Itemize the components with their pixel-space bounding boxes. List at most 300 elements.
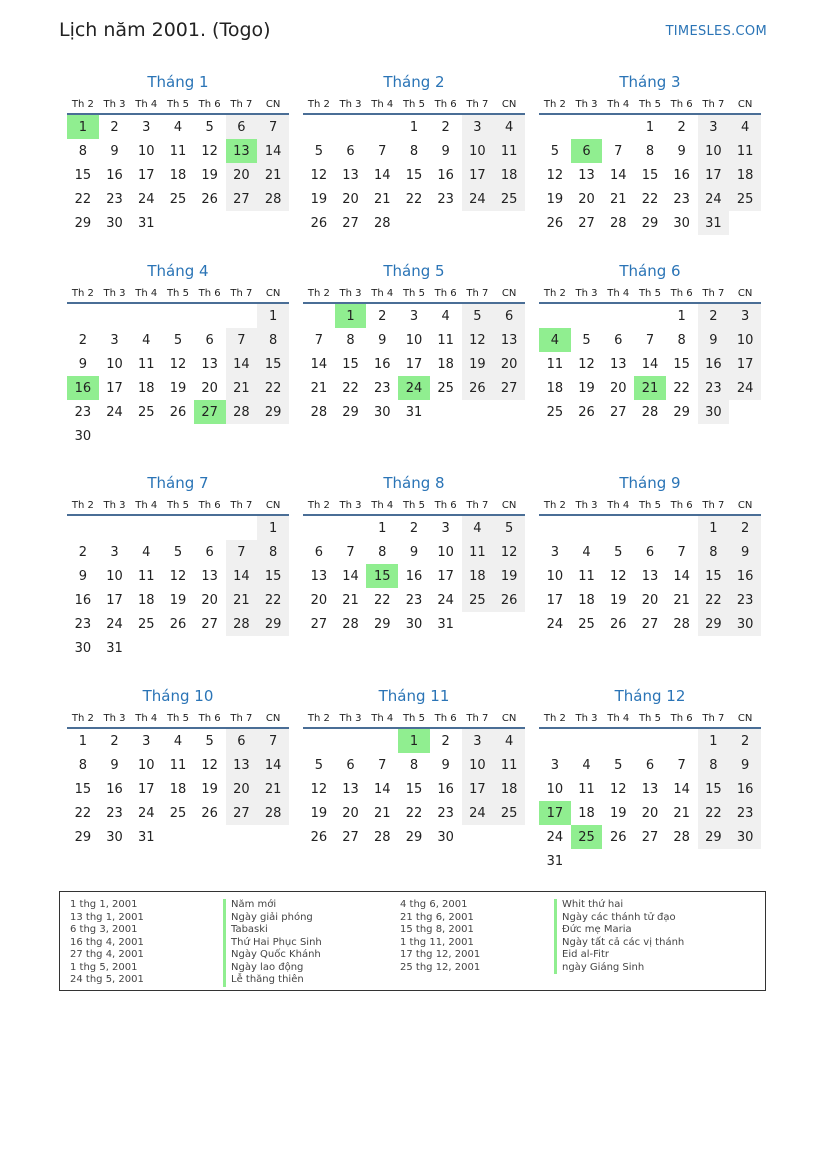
day-cell[interactable]: 10: [546, 568, 564, 584]
day-cell[interactable]: 30: [698, 400, 730, 424]
day-cell[interactable]: 20: [226, 163, 258, 187]
day-cell[interactable]: 9: [441, 757, 450, 773]
day-cell[interactable]: 13: [342, 781, 359, 797]
day-cell[interactable]: 24: [437, 592, 454, 608]
day-cell[interactable]: 28: [226, 612, 258, 636]
day-cell[interactable]: 26: [169, 616, 187, 632]
day-cell[interactable]: 3: [462, 114, 494, 139]
day-cell[interactable]: 25: [137, 616, 155, 632]
day-cell[interactable]: 11: [578, 568, 595, 584]
day-cell[interactable]: 14: [373, 167, 391, 183]
day-cell[interactable]: 20: [609, 380, 627, 396]
day-cell[interactable]: 12: [609, 568, 627, 584]
day-cell[interactable]: 4: [142, 332, 151, 348]
day-cell[interactable]: 13: [201, 568, 218, 584]
day-cell[interactable]: 4: [582, 544, 591, 560]
day-cell[interactable]: 8: [257, 540, 289, 564]
day-cell[interactable]: 30: [729, 825, 761, 849]
day-cell[interactable]: 13: [226, 753, 258, 777]
day-cell[interactable]: 17: [539, 801, 571, 825]
day-cell[interactable]: 10: [462, 753, 494, 777]
day-cell[interactable]: 2: [409, 520, 419, 536]
day-cell[interactable]: 4: [493, 728, 525, 753]
day-cell[interactable]: 8: [645, 143, 655, 159]
day-cell[interactable]: 1: [378, 520, 387, 536]
day-cell[interactable]: 27: [641, 829, 659, 845]
day-cell[interactable]: 11: [578, 781, 595, 797]
day-cell[interactable]: 20: [578, 191, 595, 207]
day-cell[interactable]: 1: [398, 728, 430, 753]
day-cell[interactable]: 16: [405, 568, 423, 584]
day-cell[interactable]: 2: [110, 119, 119, 135]
day-cell[interactable]: 12: [201, 143, 218, 159]
day-cell[interactable]: 13: [641, 568, 659, 584]
day-cell[interactable]: 31: [698, 211, 730, 235]
day-cell[interactable]: 7: [257, 114, 289, 139]
day-cell[interactable]: 15: [74, 167, 92, 183]
day-cell[interactable]: 3: [441, 520, 450, 536]
day-cell[interactable]: 5: [493, 515, 525, 540]
day-cell[interactable]: 25: [578, 616, 595, 632]
day-cell[interactable]: 10: [698, 139, 730, 163]
day-cell[interactable]: 1: [409, 119, 419, 135]
day-cell[interactable]: 19: [546, 191, 564, 207]
day-cell[interactable]: 5: [582, 332, 591, 348]
day-cell[interactable]: 21: [373, 191, 391, 207]
day-cell[interactable]: 22: [641, 191, 659, 207]
day-cell[interactable]: 15: [405, 781, 423, 797]
day-cell[interactable]: 25: [169, 191, 187, 207]
day-cell[interactable]: 17: [405, 356, 423, 372]
day-cell[interactable]: 16: [106, 781, 123, 797]
day-cell[interactable]: 22: [698, 801, 730, 825]
day-cell[interactable]: 20: [342, 191, 359, 207]
day-cell[interactable]: 19: [169, 380, 187, 396]
day-cell[interactable]: 4: [441, 308, 450, 324]
day-cell[interactable]: 15: [257, 564, 289, 588]
day-cell[interactable]: 14: [673, 568, 690, 584]
day-cell[interactable]: 28: [373, 829, 391, 845]
day-cell[interactable]: 14: [342, 568, 359, 584]
day-cell[interactable]: 28: [310, 404, 328, 420]
day-cell[interactable]: 10: [437, 544, 454, 560]
day-cell[interactable]: 18: [169, 781, 187, 797]
day-cell[interactable]: 30: [405, 616, 423, 632]
day-cell[interactable]: 13: [578, 167, 595, 183]
day-cell[interactable]: 9: [409, 544, 419, 560]
day-cell[interactable]: 12: [310, 781, 328, 797]
day-cell[interactable]: 18: [493, 777, 525, 801]
day-cell[interactable]: 1: [698, 728, 730, 753]
day-cell[interactable]: 26: [201, 191, 218, 207]
day-cell[interactable]: 25: [546, 404, 564, 420]
day-cell[interactable]: 25: [493, 187, 525, 211]
day-cell[interactable]: 18: [137, 380, 155, 396]
day-cell[interactable]: 10: [137, 143, 155, 159]
day-cell[interactable]: 3: [142, 119, 151, 135]
day-cell[interactable]: 9: [677, 143, 686, 159]
day-cell[interactable]: 25: [493, 801, 525, 825]
day-cell[interactable]: 27: [226, 187, 258, 211]
day-cell[interactable]: 19: [493, 564, 525, 588]
day-cell[interactable]: 26: [201, 805, 218, 821]
day-cell[interactable]: 16: [67, 376, 99, 400]
day-cell[interactable]: 22: [257, 376, 289, 400]
day-cell[interactable]: 5: [614, 757, 623, 773]
day-cell[interactable]: 18: [137, 592, 155, 608]
day-cell[interactable]: 12: [609, 781, 627, 797]
day-cell[interactable]: 4: [729, 114, 761, 139]
day-cell[interactable]: 12: [169, 568, 187, 584]
day-cell[interactable]: 17: [462, 163, 494, 187]
day-cell[interactable]: 26: [609, 829, 627, 845]
day-cell[interactable]: 21: [609, 191, 627, 207]
day-cell[interactable]: 28: [673, 616, 690, 632]
day-cell[interactable]: 22: [373, 592, 391, 608]
day-cell[interactable]: 20: [641, 592, 659, 608]
day-cell[interactable]: 26: [493, 588, 525, 612]
day-cell[interactable]: 29: [342, 404, 359, 420]
day-cell[interactable]: 29: [641, 215, 659, 231]
day-cell[interactable]: 1: [257, 303, 289, 328]
day-cell[interactable]: 14: [226, 564, 258, 588]
day-cell[interactable]: 3: [729, 303, 761, 328]
day-cell[interactable]: 19: [310, 191, 328, 207]
day-cell[interactable]: 20: [201, 380, 218, 396]
day-cell[interactable]: 24: [546, 616, 564, 632]
day-cell[interactable]: 1: [257, 515, 289, 540]
day-cell[interactable]: 27: [342, 829, 359, 845]
day-cell[interactable]: 28: [609, 215, 627, 231]
day-cell[interactable]: 4: [539, 328, 571, 352]
day-cell[interactable]: 16: [106, 167, 123, 183]
day-cell[interactable]: 19: [201, 781, 218, 797]
day-cell[interactable]: 21: [226, 376, 258, 400]
day-cell[interactable]: 8: [257, 328, 289, 352]
day-cell[interactable]: 18: [462, 564, 494, 588]
day-cell[interactable]: 31: [137, 829, 155, 845]
day-cell[interactable]: 2: [729, 515, 761, 540]
day-cell[interactable]: 29: [698, 612, 730, 636]
day-cell[interactable]: 16: [729, 564, 761, 588]
site-link[interactable]: TIMESLES.COM: [665, 24, 767, 39]
day-cell[interactable]: 19: [462, 352, 494, 376]
day-cell[interactable]: 9: [78, 568, 87, 584]
day-cell[interactable]: 7: [677, 757, 686, 773]
day-cell[interactable]: 9: [110, 757, 119, 773]
day-cell[interactable]: 25: [169, 805, 187, 821]
day-cell[interactable]: 29: [405, 829, 423, 845]
day-cell[interactable]: 27: [201, 616, 218, 632]
day-cell[interactable]: 4: [582, 757, 591, 773]
day-cell[interactable]: 15: [641, 167, 659, 183]
day-cell[interactable]: 18: [169, 167, 187, 183]
day-cell[interactable]: 10: [462, 139, 494, 163]
day-cell[interactable]: 28: [373, 215, 391, 231]
day-cell[interactable]: 1: [78, 733, 87, 749]
day-cell[interactable]: 9: [78, 356, 87, 372]
day-cell[interactable]: 15: [673, 356, 690, 372]
day-cell[interactable]: 21: [673, 592, 690, 608]
day-cell[interactable]: 13: [641, 781, 659, 797]
day-cell[interactable]: 11: [462, 540, 494, 564]
day-cell[interactable]: 20: [226, 777, 258, 801]
day-cell[interactable]: 12: [546, 167, 564, 183]
day-cell[interactable]: 26: [310, 215, 328, 231]
day-cell[interactable]: 13: [342, 167, 359, 183]
day-cell[interactable]: 15: [405, 167, 423, 183]
day-cell[interactable]: 9: [729, 540, 761, 564]
day-cell[interactable]: 7: [645, 332, 655, 348]
day-cell[interactable]: 14: [641, 356, 659, 372]
day-cell[interactable]: 24: [106, 616, 123, 632]
day-cell[interactable]: 15: [342, 356, 359, 372]
day-cell[interactable]: 17: [106, 380, 123, 396]
day-cell[interactable]: 18: [578, 805, 595, 821]
day-cell[interactable]: 7: [226, 328, 258, 352]
day-cell[interactable]: 31: [137, 215, 155, 231]
day-cell[interactable]: 23: [74, 404, 92, 420]
day-cell[interactable]: 17: [437, 568, 454, 584]
day-cell[interactable]: 12: [493, 540, 525, 564]
day-cell[interactable]: 29: [74, 829, 92, 845]
day-cell[interactable]: 14: [673, 781, 690, 797]
day-cell[interactable]: 16: [373, 356, 391, 372]
day-cell[interactable]: 23: [729, 588, 761, 612]
day-cell[interactable]: 1: [677, 308, 686, 324]
day-cell[interactable]: 8: [346, 332, 355, 348]
day-cell[interactable]: 22: [342, 380, 359, 396]
day-cell[interactable]: 21: [673, 805, 690, 821]
day-cell[interactable]: 18: [578, 592, 595, 608]
day-cell[interactable]: 24: [729, 376, 761, 400]
day-cell[interactable]: 29: [673, 404, 690, 420]
day-cell[interactable]: 16: [74, 592, 92, 608]
day-cell[interactable]: 27: [641, 616, 659, 632]
day-cell[interactable]: 5: [614, 544, 623, 560]
day-cell[interactable]: 21: [257, 777, 289, 801]
day-cell[interactable]: 11: [169, 143, 187, 159]
day-cell[interactable]: 16: [437, 167, 454, 183]
day-cell[interactable]: 8: [698, 753, 730, 777]
day-cell[interactable]: 29: [257, 612, 289, 636]
day-cell[interactable]: 13: [493, 328, 525, 352]
day-cell[interactable]: 21: [226, 588, 258, 612]
day-cell[interactable]: 21: [373, 805, 391, 821]
day-cell[interactable]: 3: [142, 733, 151, 749]
day-cell[interactable]: 28: [226, 400, 258, 424]
day-cell[interactable]: 28: [257, 801, 289, 825]
day-cell[interactable]: 9: [729, 753, 761, 777]
day-cell[interactable]: 2: [677, 119, 686, 135]
day-cell[interactable]: 25: [437, 380, 454, 396]
day-cell[interactable]: 18: [493, 163, 525, 187]
day-cell[interactable]: 16: [437, 781, 454, 797]
day-cell[interactable]: 31: [405, 404, 423, 420]
day-cell[interactable]: 22: [698, 588, 730, 612]
day-cell[interactable]: 20: [342, 805, 359, 821]
day-cell[interactable]: 21: [342, 592, 359, 608]
day-cell[interactable]: 30: [373, 404, 391, 420]
day-cell[interactable]: 30: [74, 428, 92, 444]
day-cell[interactable]: 20: [201, 592, 218, 608]
day-cell[interactable]: 15: [698, 777, 730, 801]
day-cell[interactable]: 11: [546, 356, 564, 372]
day-cell[interactable]: 6: [314, 544, 323, 560]
day-cell[interactable]: 23: [729, 801, 761, 825]
day-cell[interactable]: 28: [342, 616, 359, 632]
day-cell[interactable]: 17: [106, 592, 123, 608]
day-cell[interactable]: 3: [409, 308, 419, 324]
day-cell[interactable]: 5: [314, 757, 323, 773]
day-cell[interactable]: 6: [226, 114, 258, 139]
day-cell[interactable]: 14: [257, 139, 289, 163]
day-cell[interactable]: 7: [378, 143, 387, 159]
day-cell[interactable]: 6: [493, 303, 525, 328]
day-cell[interactable]: 4: [173, 119, 183, 135]
day-cell[interactable]: 2: [729, 728, 761, 753]
day-cell[interactable]: 13: [310, 568, 328, 584]
day-cell[interactable]: 22: [257, 588, 289, 612]
day-cell[interactable]: 5: [173, 332, 183, 348]
day-cell[interactable]: 8: [378, 544, 387, 560]
day-cell[interactable]: 6: [346, 757, 355, 773]
day-cell[interactable]: 2: [441, 119, 450, 135]
day-cell[interactable]: 31: [437, 616, 454, 632]
day-cell[interactable]: 26: [578, 404, 595, 420]
day-cell[interactable]: 11: [729, 139, 761, 163]
day-cell[interactable]: 18: [729, 163, 761, 187]
day-cell[interactable]: 27: [310, 616, 328, 632]
day-cell[interactable]: 10: [729, 328, 761, 352]
day-cell[interactable]: 10: [546, 781, 564, 797]
day-cell[interactable]: 27: [493, 376, 525, 400]
day-cell[interactable]: 20: [493, 352, 525, 376]
day-cell[interactable]: 14: [373, 781, 391, 797]
day-cell[interactable]: 21: [634, 376, 666, 400]
day-cell[interactable]: 27: [609, 404, 627, 420]
day-cell[interactable]: 26: [310, 829, 328, 845]
day-cell[interactable]: 20: [641, 805, 659, 821]
day-cell[interactable]: 6: [226, 728, 258, 753]
day-cell[interactable]: 11: [169, 757, 187, 773]
day-cell[interactable]: 11: [137, 568, 155, 584]
day-cell[interactable]: 17: [729, 352, 761, 376]
day-cell[interactable]: 2: [78, 544, 87, 560]
day-cell[interactable]: 24: [137, 191, 155, 207]
day-cell[interactable]: 7: [346, 544, 355, 560]
day-cell[interactable]: 14: [310, 356, 328, 372]
day-cell[interactable]: 29: [74, 215, 92, 231]
day-cell[interactable]: 13: [226, 139, 258, 163]
day-cell[interactable]: 10: [106, 356, 123, 372]
day-cell[interactable]: 16: [698, 352, 730, 376]
day-cell[interactable]: 3: [550, 544, 559, 560]
day-cell[interactable]: 28: [257, 187, 289, 211]
day-cell[interactable]: 6: [205, 544, 214, 560]
day-cell[interactable]: 7: [614, 143, 623, 159]
day-cell[interactable]: 1: [645, 119, 655, 135]
day-cell[interactable]: 30: [74, 640, 92, 656]
day-cell[interactable]: 28: [673, 829, 690, 845]
day-cell[interactable]: 24: [546, 829, 564, 845]
day-cell[interactable]: 11: [437, 332, 454, 348]
day-cell[interactable]: 27: [194, 400, 226, 424]
day-cell[interactable]: 2: [110, 733, 119, 749]
day-cell[interactable]: 22: [405, 805, 423, 821]
day-cell[interactable]: 23: [437, 191, 454, 207]
day-cell[interactable]: 9: [110, 143, 119, 159]
day-cell[interactable]: 19: [578, 380, 595, 396]
day-cell[interactable]: 23: [698, 376, 730, 400]
day-cell[interactable]: 17: [546, 592, 564, 608]
day-cell[interactable]: 26: [169, 404, 187, 420]
day-cell[interactable]: 27: [578, 215, 595, 231]
day-cell[interactable]: 9: [698, 328, 730, 352]
day-cell[interactable]: 7: [378, 757, 387, 773]
day-cell[interactable]: 10: [106, 568, 123, 584]
day-cell[interactable]: 8: [409, 143, 419, 159]
day-cell[interactable]: 5: [173, 544, 183, 560]
day-cell[interactable]: 15: [698, 564, 730, 588]
day-cell[interactable]: 2: [698, 303, 730, 328]
day-cell[interactable]: 5: [205, 119, 214, 135]
day-cell[interactable]: 24: [106, 404, 123, 420]
day-cell[interactable]: 2: [378, 308, 387, 324]
day-cell[interactable]: 23: [106, 191, 123, 207]
day-cell[interactable]: 17: [462, 777, 494, 801]
day-cell[interactable]: 22: [405, 191, 423, 207]
day-cell[interactable]: 31: [546, 853, 564, 869]
day-cell[interactable]: 17: [137, 781, 155, 797]
day-cell[interactable]: 1: [335, 303, 367, 328]
day-cell[interactable]: 8: [78, 143, 87, 159]
day-cell[interactable]: 6: [346, 143, 355, 159]
day-cell[interactable]: 19: [310, 805, 328, 821]
day-cell[interactable]: 9: [378, 332, 387, 348]
day-cell[interactable]: 3: [462, 728, 494, 753]
day-cell[interactable]: 30: [106, 829, 123, 845]
day-cell[interactable]: 30: [106, 215, 123, 231]
day-cell[interactable]: 15: [366, 564, 398, 588]
day-cell[interactable]: 19: [201, 167, 218, 183]
day-cell[interactable]: 6: [571, 139, 603, 163]
day-cell[interactable]: 3: [110, 544, 119, 560]
day-cell[interactable]: 17: [137, 167, 155, 183]
day-cell[interactable]: 7: [314, 332, 323, 348]
day-cell[interactable]: 11: [493, 139, 525, 163]
day-cell[interactable]: 19: [609, 592, 627, 608]
day-cell[interactable]: 1: [67, 114, 99, 139]
day-cell[interactable]: 22: [74, 805, 92, 821]
day-cell[interactable]: 12: [169, 356, 187, 372]
day-cell[interactable]: 26: [462, 376, 494, 400]
day-cell[interactable]: 3: [110, 332, 119, 348]
day-cell[interactable]: 25: [462, 588, 494, 612]
day-cell[interactable]: 6: [614, 332, 623, 348]
day-cell[interactable]: 19: [169, 592, 187, 608]
day-cell[interactable]: 18: [546, 380, 564, 396]
day-cell[interactable]: 11: [493, 753, 525, 777]
day-cell[interactable]: 24: [462, 187, 494, 211]
day-cell[interactable]: 16: [673, 167, 690, 183]
day-cell[interactable]: 14: [257, 753, 289, 777]
day-cell[interactable]: 24: [398, 376, 430, 400]
day-cell[interactable]: 19: [609, 805, 627, 821]
day-cell[interactable]: 12: [201, 757, 218, 773]
day-cell[interactable]: 8: [677, 332, 686, 348]
day-cell[interactable]: 4: [462, 515, 494, 540]
